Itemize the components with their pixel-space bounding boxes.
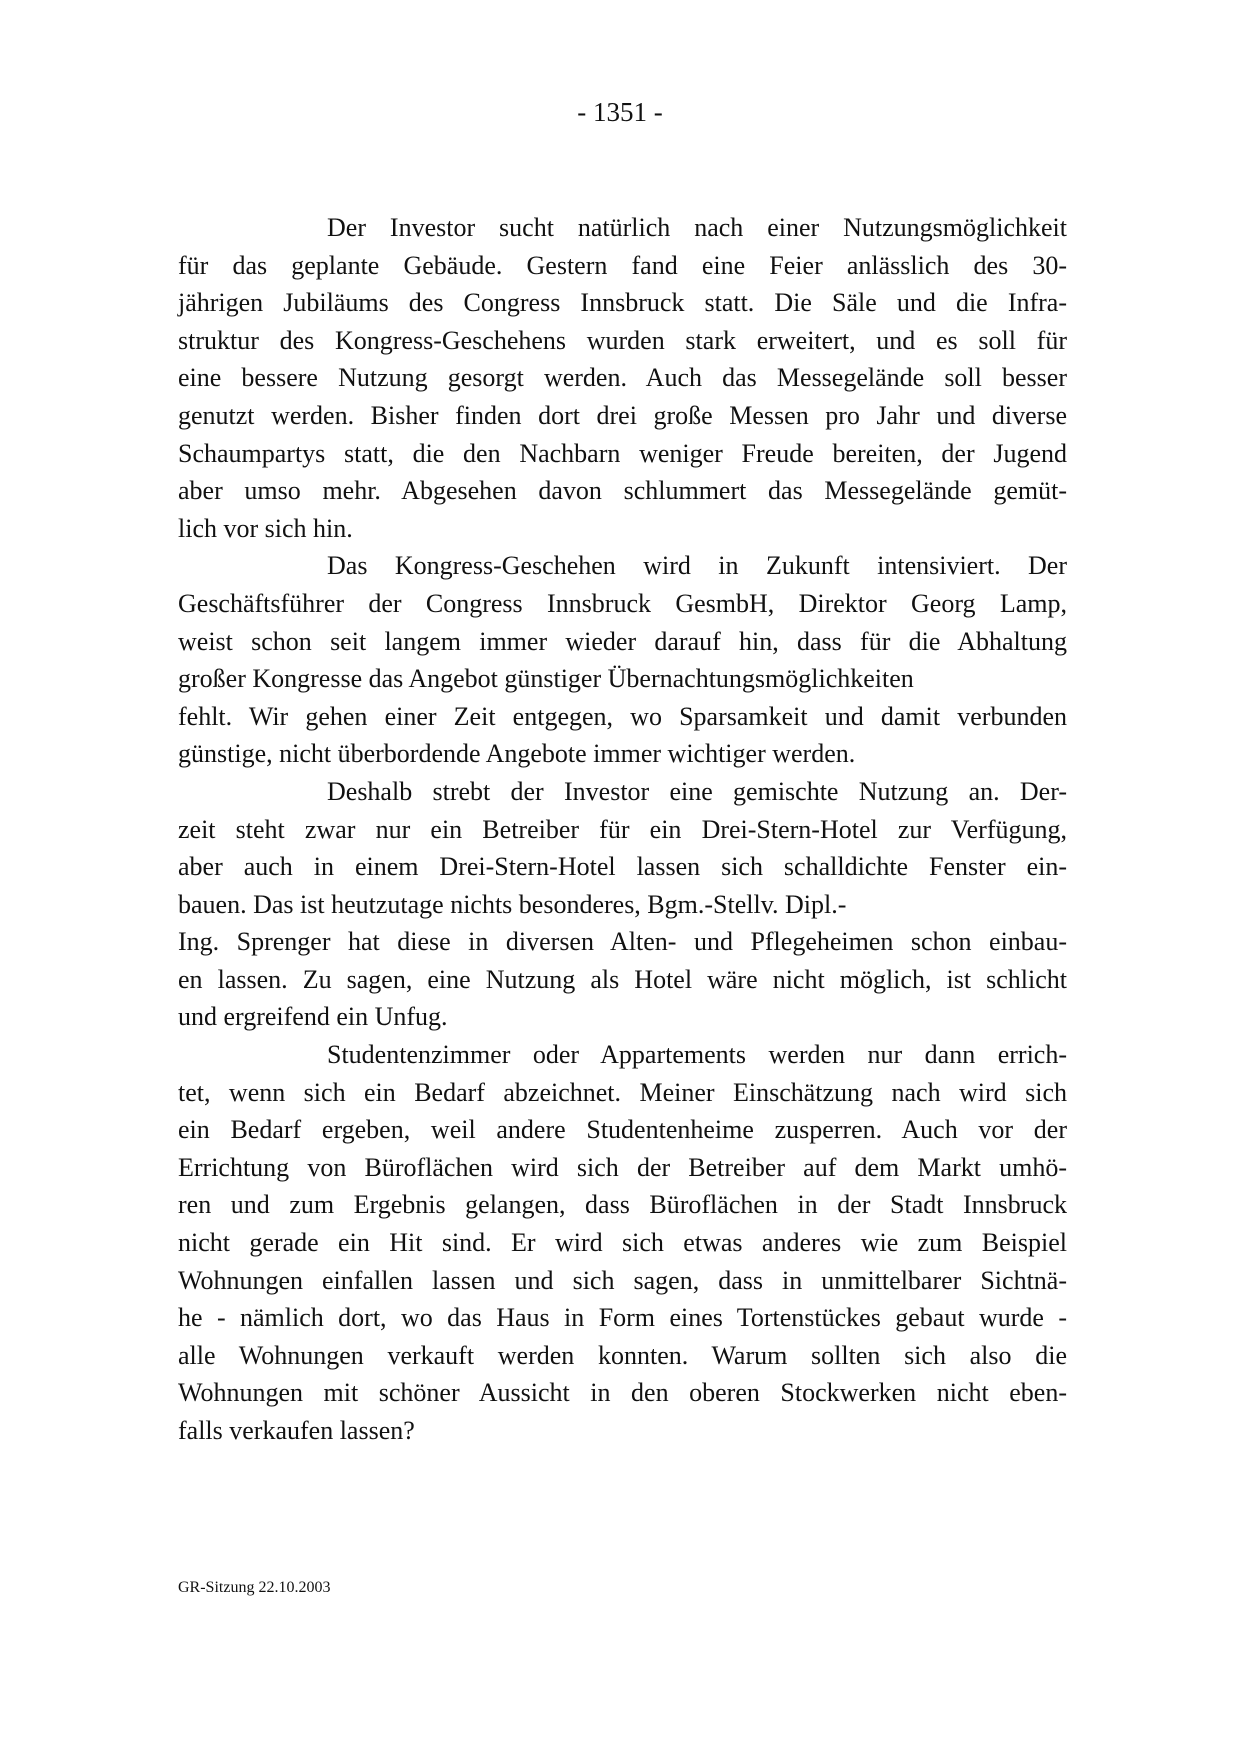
text-line: Ing. Sprenger hat diese in diversen Alten- und Pflegeheimen schon einbau- [178, 927, 1067, 957]
text-line: he - nämlich dort, wo das Haus in Form eines Tortenstückes gebaut wurde - [178, 1303, 1067, 1333]
text-line: nicht gerade ein Hit sind. Er wird sich etwas anderes wie zum Beispiel [178, 1228, 1067, 1258]
text-line: Geschäftsführer der Congress Innsbruck GesmbH, Direktor Georg Lamp, [178, 588, 1067, 618]
text-line: zeit steht zwar nur ein Betreiber für ein Drei-Stern-Hotel zur Verfügung, [178, 814, 1067, 844]
footer-session-date: GR-Sitzung 22.10.2003 [178, 1579, 331, 1596]
paragraph-4 [178, 1036, 1067, 1450]
page-number: - 1351 - [577, 97, 663, 127]
text-line: Studentenzimmer oder Appartements werden nur dann errich- [327, 1040, 1067, 1070]
text-line: für das geplante Gebäude. Gestern fand eine Feier anlässlich des 30- [178, 250, 1067, 280]
text-line: tet, wenn sich ein Bedarf abzeichnet. Meiner Einschätzung nach wird sich [178, 1077, 1067, 1107]
text-line: aber auch in einem Drei-Stern-Hotel lassen sich schalldichte Fenster ein- [178, 852, 1067, 882]
paragraph-2 [178, 547, 1067, 773]
text-line: en lassen. Zu sagen, eine Nutzung als Hotel wäre nicht möglich, ist schlicht [178, 964, 1067, 994]
text-line: Wohnungen mit schöner Aussicht in den oberen Stockwerken nicht eben- [178, 1378, 1067, 1408]
text-line: struktur des Kongress-Geschehens wurden stark erweitert, und es soll für [178, 325, 1067, 355]
text-line: weist schon seit langem immer wieder darauf hin, dass für die Abhaltung [178, 626, 1067, 656]
text-line: falls verkaufen lassen? [178, 1416, 415, 1445]
text-line: großer Kongresse das Angebot günstiger Übernachtungsmöglichkeiten [178, 664, 914, 694]
text-line: jährigen Jubiläums des Congress Innsbruck statt. Die Säle und die Infra- [178, 288, 1067, 318]
paragraph-1 [178, 209, 1067, 547]
text-line: aber umso mehr. Abgesehen davon schlummert das Messegelände gemüt- [178, 476, 1067, 506]
text-line: fehlt. Wir gehen einer Zeit entgegen, wo Sparsamkeit und damit verbunden [178, 701, 1067, 731]
text-line: alle Wohnungen verkauft werden konnten. Warum sollten sich also die [178, 1340, 1067, 1370]
text-line: eine bessere Nutzung gesorgt werden. Auch das Messegelände soll besser [178, 363, 1067, 393]
text-line: ren und zum Ergebnis gelangen, dass Büroflächen in der Stadt Innsbruck [178, 1190, 1067, 1220]
text-line: bauen. Das ist heutzutage nichts besonderes, Bgm.-Stellv. Dipl.- [178, 889, 847, 919]
text-line: und ergreifend ein Unfug. [178, 1002, 448, 1032]
text-line: Der Investor sucht natürlich nach einer Nutzungsmöglichkeit [327, 213, 1067, 242]
text-line: Errichtung von Büroflächen wird sich der Betreiber auf dem Markt umhö- [178, 1152, 1067, 1182]
text-line: Wohnungen einfallen lassen und sich sagen, dass in unmittelbarer Sichtnä- [178, 1265, 1067, 1295]
body-text [178, 209, 1067, 1450]
text-line: ein Bedarf ergeben, weil andere Studentenheime zusperren. Auch vor der [178, 1115, 1067, 1145]
text-line: günstige, nicht überbordende Angebote immer wichtiger werden. [178, 739, 856, 769]
text-line: Deshalb strebt der Investor eine gemischte Nutzung an. Der- [327, 776, 1067, 806]
paragraph-3 [178, 773, 1067, 1036]
text-line: Das Kongress-Geschehen wird in Zukunft intensiviert. Der [327, 551, 1067, 581]
text-line: lich vor sich hin. [178, 513, 353, 543]
text-line: Schaumpartys statt, die den Nachbarn weniger Freude bereiten, der Jugend [178, 438, 1067, 468]
text-line: genutzt werden. Bisher finden dort drei große Messen pro Jahr und diverse [178, 400, 1067, 430]
